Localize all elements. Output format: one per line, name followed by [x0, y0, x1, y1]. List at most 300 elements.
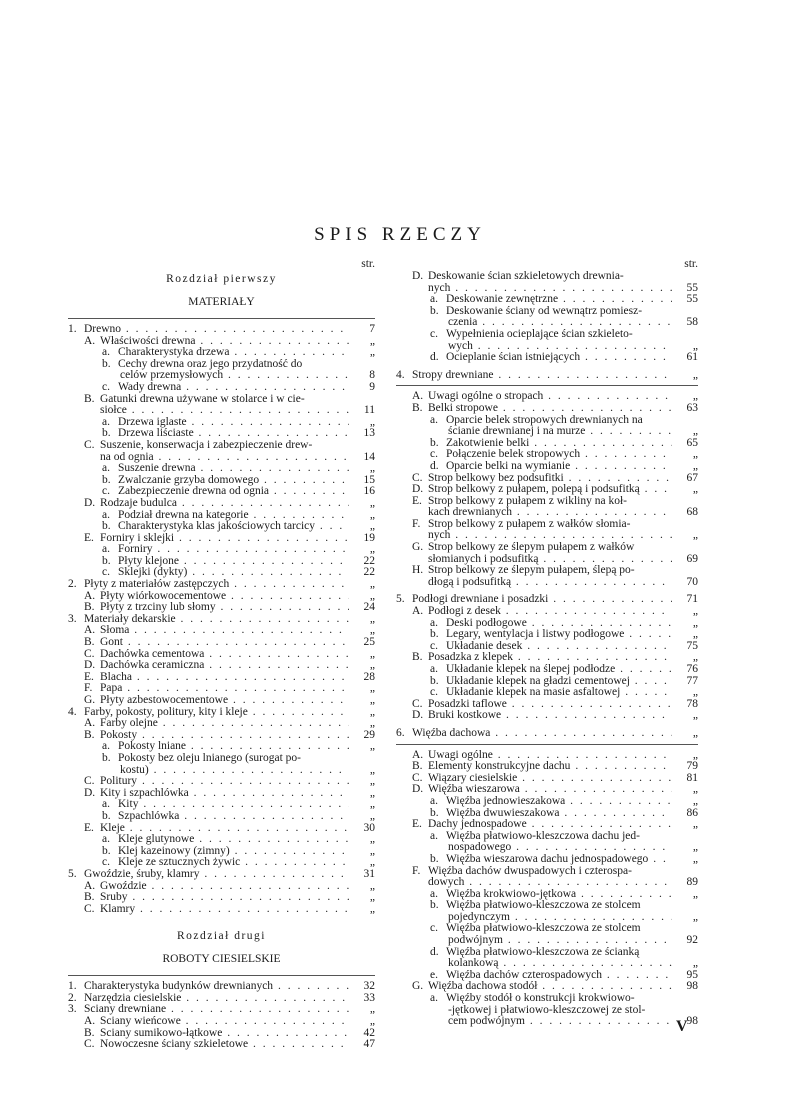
toc-entry [396, 664, 698, 676]
toc-entry-title: Pokosty lniane . . . [118, 741, 349, 753]
toc-entry-number: D. [84, 659, 96, 672]
chapter-title: Rozdział pierwszy [166, 273, 277, 285]
toc-entry-page: 29 [363, 728, 375, 741]
toc-entry-number: b. [430, 628, 439, 641]
toc-entry-page: „ [692, 726, 698, 739]
toc-entry-number: E. [84, 670, 94, 683]
toc-entry [68, 683, 375, 695]
toc-entry-title: Więźba płatwiowo-kleszczowa ze stolcem [446, 923, 641, 935]
toc-entry-page: „ [369, 902, 375, 915]
section-rule [68, 975, 375, 976]
toc-entry-page: „ [692, 368, 698, 381]
toc-entry [448, 1016, 698, 1028]
toc-entry-page: 47 [363, 1038, 375, 1051]
toc-entry-page: „ [369, 520, 375, 533]
toc-entry-page: 89 [686, 876, 698, 889]
toc-entry-page: „ [369, 578, 375, 591]
toc-entry-title: Więźba wieszarowa . . . [428, 784, 672, 796]
toc-list [68, 324, 375, 915]
toc-entry-title: Politury . . . [100, 776, 349, 788]
toc-entry [396, 784, 698, 796]
toc-entry-number: b. [430, 674, 439, 687]
toc-entry-number: C. [84, 438, 95, 451]
toc-entry-title: Pokosty bez oleju lnianego (surogat po- [118, 752, 302, 764]
toc-entry [428, 283, 698, 295]
toc-entry-number: b. [430, 304, 439, 317]
toc-entry-title: Oparcie belek stropowych drewnianych na [446, 414, 643, 426]
toc-entry-title: Strop belkowy ze ślepym pułapem, ślepą po- [428, 565, 635, 577]
toc-entry-title: Szpachlówka . . . [118, 811, 349, 823]
toc-entry [68, 637, 375, 649]
toc-entry-number: 2. [68, 578, 77, 591]
toc-entry-page: „ [692, 841, 698, 854]
toc-entry [68, 544, 375, 556]
toc-entry-title: Zabezpieczenie drewna od ognia . . . [118, 486, 349, 498]
toc-entry-title: Deskowanie ścian szkieletowych drewnia- [428, 271, 624, 282]
toc-entry-page: 81 [686, 771, 698, 784]
toc-entry-number: a. [102, 415, 110, 428]
toc-entry-page: 67 [686, 471, 698, 484]
toc-entry-page: „ [692, 818, 698, 831]
toc-entry [396, 519, 698, 531]
toc-entry-page: „ [369, 879, 375, 892]
toc-entry-title: Kity . . . [118, 799, 349, 811]
toc-entry-number: B. [84, 392, 95, 405]
toc-entry-number: D. [412, 709, 424, 722]
toc-entry-title: Nowoczesne ściany szkieletowe . . . [100, 1039, 349, 1051]
toc-entry [396, 900, 698, 912]
toc-entry-number: C. [84, 775, 95, 788]
toc-entry-title: podwójnym . . . [448, 935, 672, 947]
toc-entry [428, 577, 698, 589]
toc-entry-number: G. [412, 980, 424, 993]
toc-entry-page: „ [369, 809, 375, 822]
toc-entry-title: Ściany sumikowo-łątkowe . . . [100, 1028, 349, 1040]
toc-entry-number: a. [430, 413, 438, 426]
toc-entry-page: „ [369, 856, 375, 869]
toc-entry-page: 30 [363, 821, 375, 834]
toc-entry [396, 641, 698, 653]
toc-entry-number: d. [430, 459, 439, 472]
toc-entry-title: Drzewa liściaste . . . [118, 428, 349, 440]
toc-entry [396, 391, 698, 403]
toc-entry [68, 556, 375, 568]
toc-entry-page: 77 [686, 674, 698, 687]
toc-entry-page: „ [369, 1003, 375, 1016]
toc-entry-title: Sklejki (dykty) . . . [118, 567, 349, 579]
toc-entry-title: słomianych i podsufitką . . . [428, 554, 672, 566]
toc-entry-number: G. [412, 541, 424, 554]
toc-entry [448, 426, 698, 438]
section-rule [396, 744, 698, 745]
toc-entry-number: b. [102, 554, 111, 567]
toc-entry-page: „ [369, 1015, 375, 1028]
toc-entry [396, 352, 698, 364]
toc-entry [120, 765, 375, 777]
toc-entry [68, 753, 375, 765]
toc-entry [68, 417, 375, 429]
toc-entry [396, 449, 698, 461]
toc-entry [396, 889, 698, 901]
toc-entry [68, 823, 375, 835]
toc-entry-number: a. [430, 616, 438, 629]
toc-entry-number: a. [102, 346, 110, 359]
toc-entry [396, 819, 698, 831]
toc-entry-page: 75 [686, 639, 698, 652]
toc-entry-title: Charakterystyka budynków drewnianych . . . [84, 981, 349, 993]
toc-entry-number: 4. [68, 705, 77, 718]
toc-entry-number: 6. [396, 726, 405, 739]
toc-entry-title: Więźba dwuwieszakowa . . . [446, 808, 672, 820]
toc-list [396, 728, 698, 740]
toc-entry-title: siołce . . . [100, 405, 349, 417]
toc-entry [68, 602, 375, 614]
toc-entry-page: 33 [363, 991, 375, 1004]
toc-entry-number: E. [412, 818, 422, 831]
page-column-label: str. [361, 258, 375, 270]
toc-entry-title: Oparcie belki na wymianie . . . [446, 461, 672, 473]
toc-entry-page: „ [369, 775, 375, 788]
toc-entry-page: 55 [686, 293, 698, 306]
toc-entry-title: Bruki kostkowe . . . [428, 710, 672, 722]
toc-entry-title: Materiały dekarskie . . . [84, 614, 349, 626]
toc-entry [396, 710, 698, 722]
toc-entry-number: C. [84, 647, 95, 660]
toc-entry-page [672, 542, 698, 554]
toc-entry [428, 554, 698, 566]
toc-entry [396, 461, 698, 473]
toc-entry [68, 567, 375, 579]
toc-entry-number: a. [102, 798, 110, 811]
toc-entry-number: a. [430, 663, 438, 675]
toc-entry [68, 347, 375, 359]
toc-entry-title: ścianie drewnianej i na murze . . . [448, 426, 672, 438]
toc-entry-title: Farby, pokosty, politury, kity i kleje . . . [84, 707, 349, 719]
toc-entry [396, 831, 698, 843]
toc-entry [396, 438, 698, 450]
toc-entry-page: „ [369, 786, 375, 799]
toc-entry [396, 484, 698, 496]
toc-entry [396, 403, 698, 415]
toc-entry-title: Strop belkowy ze ślepym pułapem z wałków [428, 542, 635, 554]
toc-entry-number: B. [84, 891, 95, 904]
toc-entry [68, 394, 375, 406]
toc-entry-title: Zwalczanie grzyba domowego . . . [118, 475, 349, 487]
toc-entry [68, 591, 375, 603]
toc-entry [448, 317, 698, 329]
toc-entry-page: 8 [369, 369, 375, 382]
toc-entry-number: c. [102, 380, 110, 393]
toc-entry-page: „ [369, 740, 375, 753]
toc-entry-page: „ [692, 459, 698, 472]
toc-entry-page: „ [692, 529, 698, 542]
toc-entry [396, 329, 698, 341]
page-number: V [676, 1018, 688, 1035]
toc-entry [396, 866, 698, 878]
toc-entry-page: „ [692, 709, 698, 722]
toc-entry-page: „ [692, 686, 698, 699]
toc-entry-page: „ [369, 624, 375, 637]
toc-entry-title: Wypełnienia ocieplające ścian szkieleto- [446, 328, 633, 340]
toc-entry-page: 14 [363, 450, 375, 463]
toc-entry-number: C. [412, 771, 423, 784]
toc-entry [396, 808, 698, 820]
toc-entry [100, 405, 375, 417]
toc-entry [100, 452, 375, 464]
toc-entry-number: a. [102, 740, 110, 753]
toc-entry-page [349, 440, 375, 452]
toc-entry [396, 370, 698, 382]
toc-entry-page: „ [692, 887, 698, 900]
toc-entry-page: „ [692, 794, 698, 807]
toc-entry [396, 796, 698, 808]
toc-entry-number: D. [412, 270, 424, 282]
toc-entry-page: „ [369, 612, 375, 625]
toc-entry-number: 5. [396, 593, 405, 606]
toc-entry-number: a. [430, 293, 438, 306]
section-rule [396, 385, 698, 386]
toc-entry-page: 58 [686, 316, 698, 329]
toc-entry-number: b. [430, 806, 439, 819]
toc-entry-page: „ [369, 833, 375, 846]
toc-entry-page: 69 [686, 552, 698, 565]
toc-entry-page: 68 [686, 506, 698, 519]
toc-entry-page: „ [369, 717, 375, 730]
toc-entry-title: Podział drewna na kategorie . . . [118, 510, 349, 522]
toc-entry-number: 1. [68, 323, 77, 335]
toc-entry-page: „ [369, 334, 375, 347]
toc-entry [68, 440, 375, 452]
toc-entry-page: 19 [363, 531, 375, 544]
toc-entry-title: Strop belkowy z pułapem, polepą i podsufitką . . . [428, 484, 672, 496]
toc-entry-page: „ [692, 483, 698, 496]
toc-entry [396, 854, 698, 866]
toc-entry-title: cem podwójnym . . . [448, 1016, 672, 1028]
toc-entry-title: Pokosty . . . [100, 730, 349, 742]
toc-entry [68, 869, 375, 881]
toc-entry-page: „ [369, 462, 375, 475]
toc-entry-page: „ [369, 763, 375, 776]
toc-entry-number: 3. [68, 1003, 77, 1016]
toc-entry-title: Wady drewna . . . [118, 382, 349, 394]
toc-entry-number: E. [412, 494, 422, 507]
toc-entry-page: „ [369, 659, 375, 672]
toc-entry-number: D. [412, 483, 424, 496]
toc-entry-number: F. [412, 864, 421, 877]
toc-entry-page: 13 [363, 427, 375, 440]
toc-entry-page: „ [692, 616, 698, 629]
toc-entry-page [349, 753, 375, 765]
toc-left-column [68, 258, 375, 1051]
toc-entry-page: „ [369, 844, 375, 857]
toc-entry-number: F. [412, 517, 421, 530]
toc-entry-title: Uwagi ogólne . . . [428, 750, 672, 762]
toc-entry-number: c. [102, 566, 110, 579]
toc-entry-number: B. [412, 401, 423, 414]
toc-entry-title: Zakotwienie belki . . . [446, 438, 672, 450]
toc-entry-page: „ [369, 415, 375, 428]
toc-entry-title: Układanie klepek na ślepej podłodze . . . [446, 664, 672, 676]
toc-entry-number: c. [430, 922, 438, 935]
toc-entry-page: 98 [686, 1015, 698, 1028]
toc-entry-page: „ [369, 543, 375, 556]
toc-entry-number: C. [412, 697, 423, 710]
toc-entry-title: Suszenie, konserwacja i zabezpieczenie drew- [100, 439, 313, 451]
toc-entry-page: „ [692, 748, 698, 761]
toc-entry-page: „ [692, 425, 698, 438]
toc-entry-title: Kleje . . . [100, 823, 349, 835]
section-title: MATERIAŁY [188, 296, 255, 308]
toc-entry-page: „ [369, 705, 375, 718]
toc-entry-title: Rodzaje budulca . . . [100, 498, 349, 510]
toc-entry-title: Więźba wieszarowa dachu jednospadowego . . . [446, 854, 672, 866]
toc-entry-number: B. [412, 651, 423, 664]
toc-entry-page: 98 [686, 980, 698, 993]
toc-entry [396, 629, 698, 641]
toc-entry-title: czenia . . . [448, 317, 672, 329]
toc-entry-title: Stropy drewniane . . . [412, 370, 672, 382]
toc-entry-title: Papa . . . [100, 683, 349, 695]
toc-entry-number: A. [84, 334, 96, 347]
toc-entry-page: „ [692, 605, 698, 618]
toc-entry-page: 11 [363, 404, 375, 417]
toc-entry-page: 28 [363, 670, 375, 683]
toc-entry-number: B. [412, 760, 423, 773]
toc-entry-number: a. [102, 462, 110, 475]
toc-entry-number: b. [102, 809, 111, 822]
toc-entry-number: b. [102, 751, 111, 764]
toc-entry [68, 811, 375, 823]
toc-entry [68, 834, 375, 846]
toc-entry-title: Farby olejne . . . [100, 718, 349, 730]
toc-entry-number: c. [430, 327, 438, 340]
toc-entry [396, 652, 698, 664]
toc-entry-page: 42 [363, 1026, 375, 1039]
toc-entry-page: 16 [363, 485, 375, 498]
toc-entry-number: 4. [396, 368, 405, 381]
toc-entry-number: A. [412, 390, 424, 403]
toc-entry [68, 510, 375, 522]
toc-entry-title: kach drewnianych . . . [428, 507, 672, 519]
toc-entry [396, 923, 698, 935]
toc-entry-title: Posadzka z klepek . . . [428, 652, 672, 664]
toc-entry [396, 618, 698, 630]
toc-entry-number: C. [84, 902, 95, 915]
toc-entry-number: D. [412, 783, 424, 796]
toc-entry-title: Gont . . . [100, 637, 349, 649]
toc-entry [120, 370, 375, 382]
toc-entry-title: Więźba dachów czterospadowych . . . [446, 970, 672, 982]
toc-entry [68, 625, 375, 637]
toc-entry-number: a. [430, 794, 438, 807]
toc-entry [68, 672, 375, 684]
toc-entry [68, 1004, 375, 1016]
toc-entry-title: Ściany drewniane . . . [84, 1004, 349, 1016]
toc-entry-number: A. [84, 717, 96, 730]
toc-entry-number: 1. [68, 980, 77, 993]
toc-entry-title: Narzędzia ciesielskie . . . [84, 993, 349, 1005]
toc-entry-page: 71 [686, 593, 698, 606]
toc-entry-page: 86 [686, 806, 698, 819]
toc-entry-title: Drewno . . . [84, 324, 349, 336]
toc-entry-title: Strop belkowy z pułapem z wałków słomia- [428, 518, 631, 530]
toc-entry [68, 1016, 375, 1028]
toc-entry [68, 336, 375, 348]
toc-entry-title: nych . . . [428, 283, 672, 295]
toc-entry [68, 741, 375, 753]
page-title: SPIS RZECZY [314, 224, 486, 245]
toc-entry-title: pojedynczym . . . [448, 912, 672, 924]
toc-entry [68, 904, 375, 916]
toc-entry-page [672, 329, 698, 341]
toc-entry [396, 415, 698, 427]
toc-entry-title: celów przemysłowych . . . [120, 370, 349, 382]
page-column-label: str. [684, 258, 698, 270]
toc-entry-number: b. [102, 520, 111, 533]
toc-entry-number: b. [102, 357, 111, 370]
toc-entry [396, 606, 698, 618]
toc-entry-number: b. [430, 852, 439, 865]
toc-entry-title: Więźba płatwiowo-kleszczowa dachu jed- [446, 830, 640, 842]
toc-entry-number: A. [84, 589, 96, 602]
toc-entry [448, 1005, 698, 1017]
toc-entry-title: Deskowanie zewnętrzne . . . [446, 294, 672, 306]
toc-entry-number: c. [430, 686, 438, 699]
toc-entry [428, 877, 698, 889]
toc-entry-page: 61 [686, 351, 698, 364]
toc-entry-number: B. [84, 601, 95, 614]
toc-entry-number: A. [84, 1015, 96, 1028]
toc-entry-title: Płyty z materiałów zastępczych . . . [84, 579, 349, 591]
toc-entry [396, 970, 698, 982]
toc-entry-title: dłogą i podsufitką . . . [428, 577, 672, 589]
toc-entry-title: Klamry . . . [100, 904, 349, 916]
toc-entry-title: Układanie klepek na masie asfaltowej . . . [446, 687, 672, 699]
toc-entry-page: „ [369, 682, 375, 695]
section-title: ROBOTY CIESIELSKIE [162, 953, 281, 966]
toc-entry-page: „ [692, 448, 698, 461]
toc-entry-title: Cechy drewna oraz jego przydatność do [118, 358, 303, 370]
toc-entry-title: Układanie klepek na gładzi cementowej . . . [446, 676, 672, 688]
toc-entry [68, 475, 375, 487]
toc-entry [396, 676, 698, 688]
toc-entry [68, 533, 375, 545]
toc-entry [68, 359, 375, 371]
toc-entry [396, 294, 698, 306]
toc-entry [396, 565, 698, 577]
toc-entry-title: Podłogi drewniane i posadzki . . . [412, 594, 672, 606]
toc-entry-page: „ [369, 589, 375, 602]
toc-entry [396, 271, 698, 283]
toc-entry-number: c. [430, 448, 438, 461]
toc-entry-title: Wiązary ciesielskie . . . [428, 773, 672, 785]
toc-entry-page: 76 [686, 663, 698, 675]
toc-entry-page: 55 [686, 281, 698, 294]
toc-entry [68, 521, 375, 533]
toc-entry [68, 428, 375, 440]
toc-entry [448, 842, 698, 854]
toc-entry [68, 776, 375, 788]
toc-entry-number: a. [102, 833, 110, 846]
toc-entry-page: 31 [363, 867, 375, 880]
toc-entry-title: Legary, wentylacja i listwy podłogowe . . . [446, 629, 672, 641]
toc-entry-title: Kleje glutynowe . . . [118, 834, 349, 846]
toc-entry [68, 730, 375, 742]
toc-entry-number: c. [102, 485, 110, 498]
toc-entry-page: „ [369, 694, 375, 706]
toc-entry-number: B. [84, 636, 95, 649]
toc-entry [396, 947, 698, 959]
